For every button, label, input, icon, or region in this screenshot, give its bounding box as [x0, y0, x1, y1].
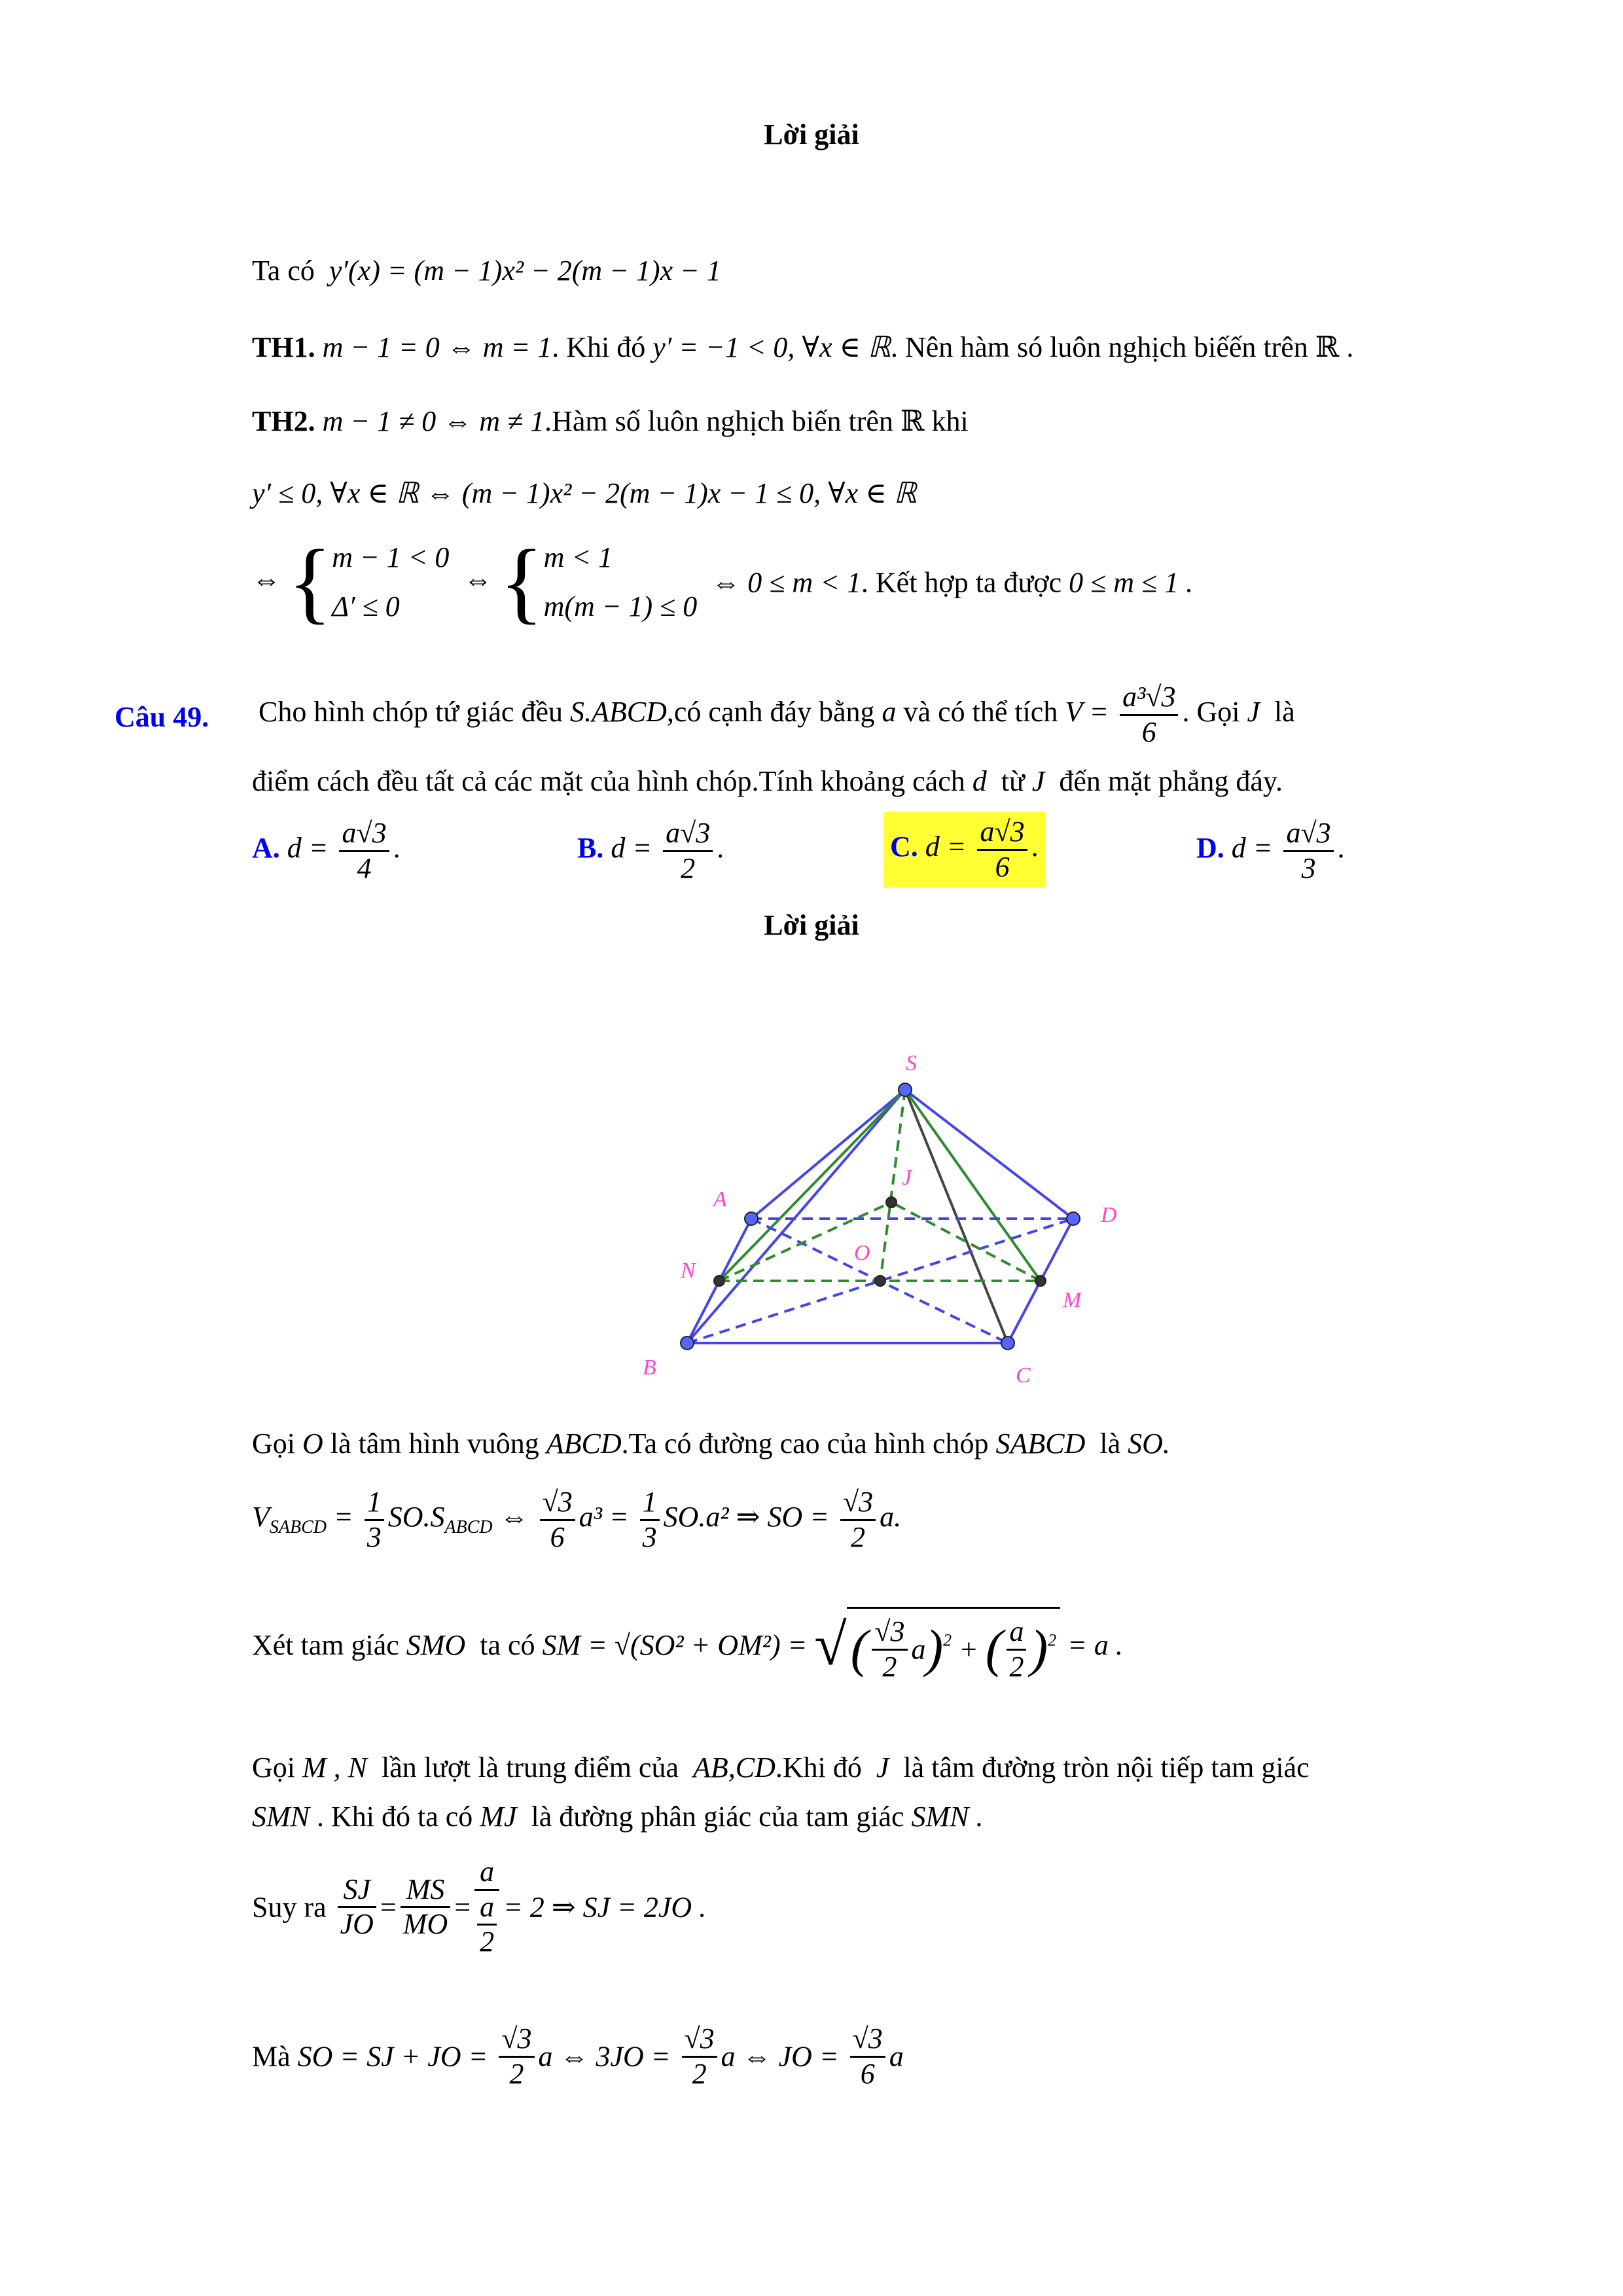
system2-row1: m < 1: [543, 541, 613, 573]
label-O: O: [854, 1241, 870, 1265]
frac12-den: 2: [692, 2057, 707, 2090]
edge-SB: [687, 1090, 905, 1343]
frac-one-third-2: [640, 1486, 660, 1554]
frac7-num: SJ: [338, 1873, 376, 1909]
point-J: [886, 1197, 897, 1208]
line-SN: [719, 1090, 905, 1281]
sol49-p1-d: là: [1099, 1427, 1121, 1460]
sol48-conclude-expr: 0 ≤ m ≤ 1 .: [1069, 566, 1194, 599]
q49-line2c: đến mặt phẳng đáy.: [1059, 765, 1283, 797]
frac-sqrt3-6: [540, 1486, 575, 1554]
point-N: [714, 1276, 724, 1286]
sol49-p2-b: ta có: [480, 1629, 535, 1662]
q49-text2: ,có cạnh đáy bằng: [666, 696, 875, 728]
label-A: A: [713, 1187, 727, 1211]
frac-MS-MO: [401, 1873, 450, 1941]
sol49-p1: [252, 1427, 1170, 1460]
frac-a2-inner: [474, 1891, 499, 1959]
th2-condition: m − 1 ≠ 0 ⇔ m ≠ 1: [322, 405, 545, 437]
option-A[interactable]: A. d = $\frac{a√3}{4}$ .: [252, 817, 401, 884]
sol49-p2-SMO: SMO: [406, 1629, 466, 1662]
point-M: [1035, 1276, 1046, 1286]
frac3-den: 3: [642, 1520, 657, 1553]
label-N: N: [681, 1259, 696, 1283]
frac5-num: √3: [872, 1615, 907, 1651]
sol49-p5-a-end: a: [889, 2040, 904, 2073]
sol49-p1-c: .Ta có đường cao của hình chóp: [621, 1427, 989, 1460]
heading-loi-giai-mid: Lời giải: [764, 909, 859, 941]
q49-v-num: a³√3: [1120, 681, 1178, 716]
sol49-p1-SABCD: SABCD: [995, 1427, 1086, 1460]
sol49-p2-expr: SM = √(SO² + OM²) =: [542, 1629, 808, 1662]
sol49-p4: Suy ra $\frac{SJ}{JO}$ = $\frac{MS}{MO}$ = a a 2 = 2 ⇒ SJ = 2JO .: [252, 1856, 707, 1958]
frac7-den: JO: [340, 1908, 374, 1941]
frac9-num: a: [474, 1856, 499, 1891]
sol49-p5-expr1: SO = SJ + JO =: [297, 2040, 488, 2073]
sol49-p4-a: Suy ra: [252, 1891, 327, 1924]
frac8-den: MO: [402, 1908, 448, 1941]
frac11-den: 2: [509, 2057, 524, 2090]
label-J: J: [902, 1166, 912, 1190]
sol49-p3-line2: [252, 1800, 984, 1833]
edge-SA: [751, 1090, 905, 1219]
frac4-num: √3: [840, 1486, 876, 1521]
frac5-den: 2: [882, 1650, 897, 1683]
vertex-A: [745, 1212, 758, 1225]
sol48-conclude-text: . Kết hợp ta được: [861, 566, 1062, 599]
option-A-lhs: d =: [287, 832, 329, 865]
q49-text5: là: [1274, 696, 1295, 728]
frac-one-third: [365, 1486, 384, 1554]
option-D-lhs: d =: [1231, 832, 1273, 865]
q49-a: a: [882, 696, 897, 728]
frac11-num: √3: [499, 2022, 534, 2058]
system1-brace: {: [288, 531, 332, 633]
q49-d: d: [972, 765, 987, 797]
vertex-C: [1001, 1336, 1014, 1350]
sol49-p1-b: là tâm hình vuông: [330, 1427, 539, 1460]
option-D[interactable]: D. d = $\frac{a√3}{3}$ .: [1196, 817, 1345, 884]
th2-label: TH2.: [252, 405, 315, 437]
option-C-lhs: d =: [925, 831, 967, 863]
sol49-p3-e: . Khi đó ta có: [317, 1801, 473, 1833]
q49-v-den: 6: [1141, 715, 1156, 748]
vol-a3: a³ =: [579, 1501, 629, 1534]
sol49-volume-eq: [252, 1486, 901, 1554]
big-sqrt-body: ( $\frac{√3}{2}$ a)$^2$ + ( $\frac{a}{2}$ )$^2$: [847, 1607, 1060, 1683]
vol-so: SO.S: [387, 1501, 445, 1534]
frac-sqrt3-6-b: [850, 2022, 885, 2090]
sol48-intro: Ta có: [252, 255, 315, 287]
sol49-p1-a: Gọi: [252, 1427, 295, 1460]
sol48-inequality: y′ ≤ 0, ∀x ∈ ℝ ⇔ (m − 1)x² − 2(m − 1)x − 1 ≤ 0, ∀x ∈ ℝ: [252, 477, 917, 509]
th1-text2: . Nên hàm só luôn nghịch biếến trên: [890, 331, 1308, 363]
option-C-letter: C.: [890, 831, 918, 863]
th1-label: TH1.: [252, 331, 315, 363]
vol-sub: SABCD: [269, 1516, 327, 1537]
sol49-p2: [252, 1607, 1123, 1683]
vol-eq: =: [334, 1501, 353, 1534]
frac8-num: MS: [401, 1873, 450, 1909]
sol49-p2-a: Xét tam giác: [252, 1629, 399, 1662]
sol49-p3-ABCD: AB,CD: [693, 1751, 776, 1784]
sol48-derivative: y′(x) = (m − 1)x² − 2(m − 1)x − 1: [329, 255, 721, 287]
sol49-p3-b: lần lượt là trung điểm của: [382, 1751, 679, 1784]
th1-set: ℝ .: [1315, 331, 1354, 363]
frac1-den: 3: [366, 1520, 382, 1553]
frac12-num: √3: [682, 2022, 717, 2058]
sol49-p5: [252, 2022, 904, 2090]
vol-lhs: V: [252, 1501, 270, 1534]
sol49-p3-MN: M , N: [302, 1751, 367, 1784]
system2-brace: {: [499, 531, 544, 633]
q49-v-lhs: V =: [1065, 696, 1109, 728]
frac4-den: 2: [851, 1520, 866, 1553]
sol49-p5-a: Mà: [252, 2040, 291, 2073]
q49-text1: Cho hình chóp tứ giác đều: [259, 696, 563, 728]
sol49-p2-end: = a .: [1067, 1629, 1123, 1662]
q49-text4: . Gọi: [1182, 696, 1240, 728]
frac6-num: a: [1007, 1615, 1026, 1651]
frac-SJ-JO: [338, 1873, 376, 1941]
vol-soa2: SO.a² ⇒ SO =: [663, 1501, 829, 1534]
frac2-num: √3: [540, 1486, 575, 1521]
option-B-lhs: d =: [611, 832, 652, 865]
q49-pyramid: S.ABCD: [570, 696, 667, 728]
label-S: S: [906, 1051, 917, 1075]
label-M: M: [1063, 1288, 1082, 1312]
th2-text: .Hàm số luôn nghịch biến trên: [544, 405, 893, 437]
q49-line2b: từ: [1001, 765, 1025, 797]
sol49-p3-f: là đường phân giác của tam giác: [531, 1801, 904, 1833]
option-D-num: a√3: [1283, 817, 1333, 852]
iff-symbol-2: ⇔: [463, 563, 493, 596]
sol49-p1-ABCD: ABCD: [546, 1427, 622, 1460]
th2-tail: khi: [931, 405, 969, 437]
label-B: B: [643, 1355, 656, 1380]
th1-expr: y′ = −1 < 0, ∀x ∈ ℝ: [652, 331, 891, 363]
sol49-p3-J: J: [876, 1751, 889, 1784]
vol-sub2: ABCD: [444, 1516, 493, 1537]
sol49-p3-SMN: SMN: [252, 1801, 310, 1833]
frac-sqrt3-2-d: [682, 2022, 717, 2090]
big-sqrt-sign: √: [814, 1613, 847, 1678]
sol49-p1-SO: SO.: [1128, 1427, 1170, 1460]
option-C-den: 6: [995, 850, 1010, 883]
p2-a-letter: a: [911, 1633, 926, 1666]
th1-condition: m − 1 = 0 ⇔ m = 1: [322, 331, 552, 363]
frac1-num: 1: [365, 1486, 384, 1521]
vertex-B: [681, 1336, 694, 1350]
frac6-den: 2: [1009, 1650, 1024, 1683]
option-C[interactable]: C. d = $\frac{a√3}{6}$ .: [883, 812, 1045, 888]
frac-a-2: [1007, 1615, 1026, 1683]
system1-row2: Δ′ ≤ 0: [332, 590, 400, 622]
system1-row1: m − 1 < 0: [332, 541, 450, 573]
frac13-num: √3: [850, 2022, 885, 2058]
frac2-den: 6: [550, 1520, 565, 1553]
sol48-result: ⇔ 0 ≤ m < 1: [711, 566, 861, 599]
frac10-den: 2: [480, 1926, 495, 1958]
option-D-letter: D.: [1196, 832, 1224, 865]
sol49-p5-expr3: a ⇔ JO =: [721, 2040, 839, 2073]
option-B-num: a√3: [663, 817, 713, 852]
q49-J: J: [1247, 696, 1260, 728]
option-C-num: a√3: [977, 816, 1027, 851]
vertex-D: [1067, 1212, 1080, 1225]
sol49-p3-d: là tâm đường tròn nội tiếp tam giác: [903, 1751, 1310, 1784]
q49-line2: điểm cách đều tất cả các mặt của hình chóp.Tính khoảng cách: [252, 765, 965, 797]
sol49-p3-line1: [252, 1751, 1310, 1784]
line-SM: [905, 1090, 1041, 1281]
sol49-p5-expr2: a ⇔ 3JO =: [538, 2040, 671, 2073]
vol-iff: ⇔: [499, 1501, 529, 1534]
option-B-letter: B.: [577, 832, 604, 865]
sol49-p3-a: Gọi: [252, 1751, 295, 1784]
frac-sqrt3-2-b: [872, 1615, 907, 1683]
q49-J2: J: [1031, 765, 1045, 797]
sol49-p3-SMN2: SMN .: [911, 1801, 984, 1833]
option-D-den: 3: [1301, 852, 1316, 884]
q49-text3: và có thể tích: [903, 696, 1058, 728]
heading-loi-giai-top: Lời giải: [764, 118, 859, 151]
label-C: C: [1016, 1363, 1031, 1388]
frac-a-over-a2: [474, 1856, 499, 1959]
th1-text1: . Khi đó: [552, 331, 646, 363]
frac10-num: a: [477, 1891, 497, 1926]
option-B[interactable]: B. d = $\frac{a√3}{2}$ .: [577, 817, 724, 884]
frac-sqrt3-2-c: [499, 2022, 534, 2090]
sol49-p4-tail: = 2 ⇒ SJ = 2JO .: [503, 1891, 707, 1924]
point-O: [875, 1276, 885, 1286]
sol49-p3-c: .Khi đó: [775, 1751, 862, 1784]
system2-row2: m(m − 1) ≤ 0: [543, 590, 698, 622]
label-D: D: [1101, 1203, 1117, 1227]
option-A-den: 4: [357, 852, 372, 884]
option-B-den: 2: [681, 852, 696, 884]
frac3-num: 1: [640, 1486, 660, 1521]
frac-sqrt3-2: [840, 1486, 876, 1554]
sol49-p1-O: O: [302, 1427, 323, 1460]
question-49-label: Câu 49.: [115, 701, 209, 733]
option-A-letter: A.: [252, 832, 280, 865]
sol49-p3-MJ: MJ: [480, 1801, 517, 1833]
vol-a-dot: a.: [880, 1501, 902, 1534]
frac13-den: 6: [860, 2057, 875, 2090]
vertex-S: [899, 1083, 912, 1096]
iff-symbol: ⇔: [252, 563, 281, 596]
option-A-num: a√3: [339, 817, 389, 852]
th2-set: ℝ: [900, 405, 925, 437]
